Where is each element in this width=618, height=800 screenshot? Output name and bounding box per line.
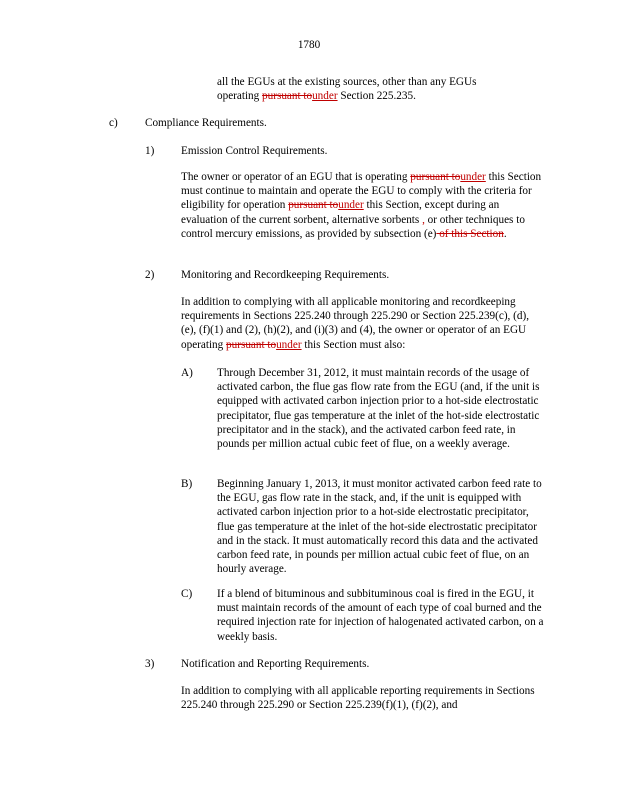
subitem-a-label: A) xyxy=(181,367,193,379)
item-1-label: 1) xyxy=(145,145,155,157)
deleted-text: pursuant to xyxy=(410,171,461,183)
page-number: 1780 xyxy=(297,39,321,51)
item-2-label: 2) xyxy=(145,269,155,281)
para-text: In addition to complying with all applicable monitoring and recordkeeping requirements in Sections 225.240 through 225.290 or Section 225.239(c), (d), (e), (f)(1) and (2), (h)(2), and (i)(3) and (4), the owner or operator of an EGU operating xyxy=(181,296,529,351)
para-text: . xyxy=(503,227,507,240)
inserted-text: under xyxy=(460,171,486,183)
subitem-c-text: If a blend of bituminous and subbituminous coal is fired in the EGU, it must maintain records of the amount of each type of coal burned and the required injection rate for injection of halogenated activated carbon, on a weekly basis. xyxy=(217,588,544,643)
para-text: this Section, except during an evaluation of the current sorbent, alternative sorbents xyxy=(181,199,500,226)
inserted-text: under xyxy=(312,90,338,103)
subitem-b-text: Beginning January 1, 2013, it must monitor activated carbon feed rate to the EGU, gas flow rate in the stack, and, if the unit is equipped with activated carbon injection prior to a hot-side electrostatic precipitator, flue gas temperature at the inlet of the hot-side electrostatic precipitator and in the stack. It must automatically record this data and the activated carbon feed rate, in pounds per million actual cubic feet of flue, on an hourly average. xyxy=(217,478,542,576)
revision-mark: , xyxy=(419,213,425,226)
subitem-b-label: B) xyxy=(181,478,193,490)
subitem-a-text: Through December 31, 2012, it must maintain records of the usage of activated carbon, the flue gas flow rate from the EGU (and, if the unit is equipped with activated carbon injection prior to a hot-side electrostatic precipitator, flue gas temperature at the inlet of the hot-side electrostatic precipitator and in the stack), and the activated carbon feed rate, in pounds per million actual cubic feet of flue, on a weekly average. xyxy=(217,367,540,451)
deleted-text: pursuant to xyxy=(262,90,313,103)
item-3-label: 3) xyxy=(145,658,155,670)
inserted-text: under xyxy=(276,338,302,351)
inserted-text: under xyxy=(338,199,364,212)
deleted-text: pursuant to xyxy=(288,199,339,212)
item-1-paragraph xyxy=(181,170,543,241)
para-text: this Section must also: xyxy=(301,338,406,351)
intro-text-1: all the EGUs at the existing sources, other than any EGUs operating xyxy=(217,76,477,103)
intro-paragraph xyxy=(217,75,507,103)
subitem-c-label: C) xyxy=(181,588,193,600)
deleted-text: pursuant to xyxy=(226,338,277,351)
para-text: this Section must continue to maintain and operate the EGU to comply with the criteria for eligibility for operation xyxy=(181,171,542,212)
para-text: or other techniques to control mercury emissions, as provided by subsection (e) xyxy=(181,213,525,240)
section-c-label: c) xyxy=(109,117,118,129)
section-c-heading: Compliance Requirements. xyxy=(145,117,267,129)
item-2-paragraph xyxy=(181,295,543,352)
para-text: In addition to complying with all applicable reporting requirements in Sections 225.240 through 225.290 or Section 225.239(f)(1), (f)(2), and xyxy=(181,685,535,712)
item-1-heading: Emission Control Requirements. xyxy=(181,145,328,157)
intro-text-2: Section 225.235. xyxy=(337,90,416,103)
item-3-paragraph xyxy=(181,684,543,712)
item-2-heading: Monitoring and Recordkeeping Requirements. xyxy=(181,269,390,281)
deleted-text: of this Section xyxy=(436,227,504,240)
item-3-heading: Notification and Reporting Requirements. xyxy=(181,658,370,670)
para-text: The owner or operator of an EGU that is operating xyxy=(181,171,411,183)
